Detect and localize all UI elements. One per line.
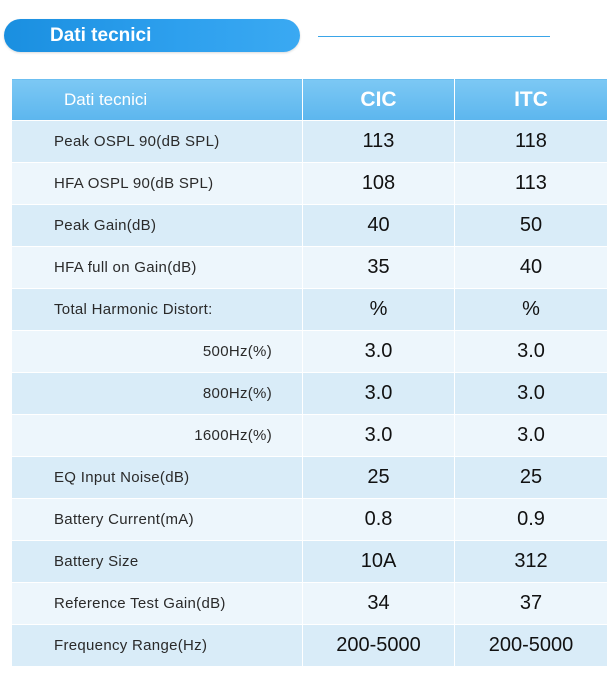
cic-value: 35 bbox=[303, 247, 455, 289]
section-title: Dati tecnici bbox=[50, 24, 152, 46]
table-row bbox=[12, 415, 608, 457]
row-label: Total Harmonic Distort: bbox=[12, 289, 303, 331]
itc-value: 200-5000 bbox=[455, 625, 608, 667]
itc-value: 3.0 bbox=[455, 331, 608, 373]
table-row bbox=[12, 499, 608, 541]
table-row bbox=[12, 121, 608, 163]
cic-value: 40 bbox=[303, 205, 455, 247]
itc-value: 118 bbox=[455, 121, 608, 163]
title-divider-line bbox=[318, 36, 550, 37]
table-header-row bbox=[12, 79, 608, 121]
row-label: Peak OSPL 90(dB SPL) bbox=[12, 121, 303, 163]
cic-value: 3.0 bbox=[303, 373, 455, 415]
cic-value: 10A bbox=[303, 541, 455, 583]
table-row bbox=[12, 247, 608, 289]
cic-value: 108 bbox=[303, 163, 455, 205]
table-row bbox=[12, 625, 608, 667]
itc-value: % bbox=[455, 289, 608, 331]
row-label: Reference Test Gain(dB) bbox=[12, 583, 303, 625]
cic-value: 113 bbox=[303, 121, 455, 163]
cic-value: 3.0 bbox=[303, 415, 455, 457]
row-label: HFA OSPL 90(dB SPL) bbox=[12, 163, 303, 205]
itc-value: 0.9 bbox=[455, 499, 608, 541]
row-label: Battery Current(mA) bbox=[12, 499, 303, 541]
table-row bbox=[12, 205, 608, 247]
table-row bbox=[12, 583, 608, 625]
cic-value: 3.0 bbox=[303, 331, 455, 373]
row-label: EQ Input Noise(dB) bbox=[12, 457, 303, 499]
row-label: 1600Hz(%) bbox=[12, 415, 303, 457]
row-label: 800Hz(%) bbox=[12, 373, 303, 415]
table-row bbox=[12, 289, 608, 331]
header-column-cic: CIC bbox=[303, 79, 455, 121]
cic-value: % bbox=[303, 289, 455, 331]
cic-value: 0.8 bbox=[303, 499, 455, 541]
header-column-itc: ITC bbox=[455, 79, 608, 121]
itc-value: 25 bbox=[455, 457, 608, 499]
cic-value: 34 bbox=[303, 583, 455, 625]
itc-value: 3.0 bbox=[455, 373, 608, 415]
itc-value: 312 bbox=[455, 541, 608, 583]
itc-value: 50 bbox=[455, 205, 608, 247]
section-title-banner bbox=[4, 19, 300, 52]
specs-table bbox=[11, 78, 608, 667]
row-label: Battery Size bbox=[12, 541, 303, 583]
row-label: Frequency Range(Hz) bbox=[12, 625, 303, 667]
table-row bbox=[12, 163, 608, 205]
cic-value: 25 bbox=[303, 457, 455, 499]
itc-value: 37 bbox=[455, 583, 608, 625]
table-row bbox=[12, 457, 608, 499]
itc-value: 40 bbox=[455, 247, 608, 289]
cic-value: 200-5000 bbox=[303, 625, 455, 667]
itc-value: 113 bbox=[455, 163, 608, 205]
table-row bbox=[12, 541, 608, 583]
row-label: 500Hz(%) bbox=[12, 331, 303, 373]
table-row bbox=[12, 331, 608, 373]
row-label: Peak Gain(dB) bbox=[12, 205, 303, 247]
row-label: HFA full on Gain(dB) bbox=[12, 247, 303, 289]
header-label-cell: Dati tecnici bbox=[12, 79, 303, 121]
table-row bbox=[12, 373, 608, 415]
itc-value: 3.0 bbox=[455, 415, 608, 457]
